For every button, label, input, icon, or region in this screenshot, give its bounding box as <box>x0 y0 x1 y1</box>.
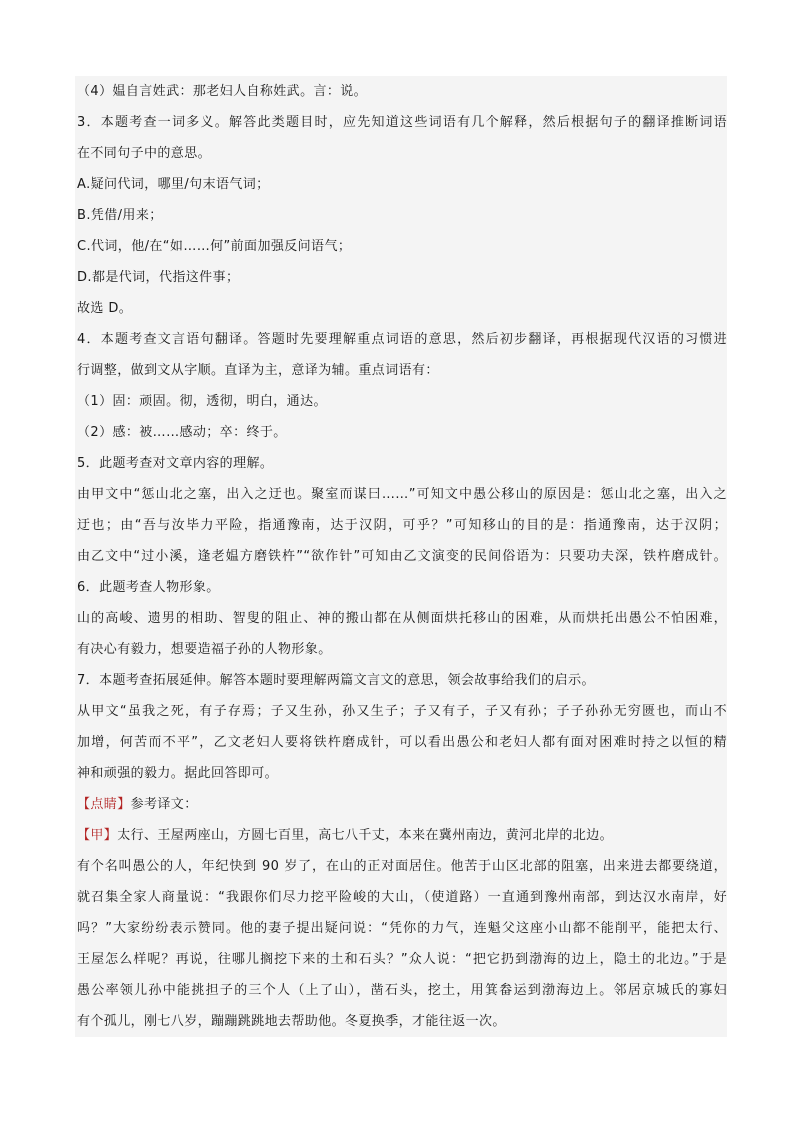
line-text: 5．此题考查对文章内容的理解。 <box>77 456 274 471</box>
text-line <box>75 355 727 386</box>
text-line <box>75 820 727 851</box>
text-line <box>75 727 727 758</box>
line-text: B.凭借/用来； <box>77 208 163 223</box>
line-text: 3．本题考查一词多义。解答此类题目时，应先知道这些词语有几个解释，然后根据句子的翻译推断词语 <box>77 115 727 130</box>
text-line <box>75 789 727 820</box>
line-text: 有个名叫愚公的人，年纪快到 90 岁了，在山的正对面居住。他苦于山区北部的阻塞，出来进去都要绕道， <box>77 859 727 874</box>
line-text: 在不同句子中的意思。 <box>77 146 212 161</box>
text-line <box>75 882 727 913</box>
text-line <box>75 572 727 603</box>
line-text: （1）固：顽固。彻，透彻，明白，通达。 <box>77 394 327 409</box>
section-tag: 【甲】 <box>77 828 118 843</box>
text-line <box>75 107 727 138</box>
line-text: 4．本题考查文言语句翻译。答题时先要理解重点词语的意思，然后初步翻译，再根据现代汉语的习惯进 <box>77 332 727 347</box>
text-line <box>75 758 727 789</box>
line-text: A.疑问代词，哪里/句末语气词； <box>77 177 270 192</box>
line-text: 加增，何苦而不平”，乙文老妇人要将铁杵磨成针，可以看出愚公和老妇人都有面对困难时持之以恒的精 <box>77 735 727 750</box>
line-text: 太行、王屋两座山，方圆七百里，高七八千丈，本来在冀州南边，黄河北岸的北边。 <box>117 828 614 843</box>
text-line <box>75 138 727 169</box>
text-line <box>75 541 727 572</box>
line-text: 有决心有毅力，想要造福子孙的人物形象。 <box>77 642 332 657</box>
line-text: 王屋怎么样呢？再说，往哪儿搁挖下来的土和石头？”众人说：“把它扔到渤海的边上，隐土的北边。”于是 <box>77 952 727 967</box>
text-line <box>75 851 727 882</box>
text-line <box>75 76 727 107</box>
line-text: 由乙文中“过小溪，逢老媪方磨铁杵”“欲作针”可知由乙文演变的民间俗语为：只要功夫深，铁杵磨成针。 <box>77 549 727 564</box>
text-line <box>75 944 727 975</box>
text-line <box>75 448 727 479</box>
text-line <box>75 1006 727 1037</box>
text-line <box>75 634 727 665</box>
line-text: C.代词，他/在“如……何”前面加强反问语气； <box>77 239 352 254</box>
line-text: 迂也；由“吾与汝毕力平险，指通豫南，达于汉阴，可乎？”可知移山的目的是：指通豫南，达于汉阴； <box>77 518 727 533</box>
document-body <box>75 76 727 1037</box>
line-text: 参考译文： <box>130 797 198 812</box>
line-text: 山的高峻、遗男的相助、智叟的阻止、神的搬山都在从侧面烘托移山的困难，从而烘托出愚公不怕困难， <box>77 611 727 626</box>
line-text: 从甲文“虽我之死，有子存焉；子又生孙，孙又生子；子又有子，子又有孙；子子孙孙无穷匮也，而山不 <box>77 704 727 719</box>
text-line <box>75 696 727 727</box>
text-line <box>75 386 727 417</box>
text-line <box>75 603 727 634</box>
text-line <box>75 417 727 448</box>
line-text: 愚公率领儿孙中能挑担子的三个人（上了山），凿石头，挖土，用箕畚运到渤海边上。邻居京城氏的寡妇 <box>77 983 727 998</box>
line-text: 行调整，做到文从字顺。直译为主，意译为辅。重点词语有： <box>77 363 439 378</box>
line-text: 吗？”大家纷纷表示赞同。他的妻子提出疑问说：“凭你的力气，连魁父这座小山都不能削平，能把太行、 <box>77 921 727 936</box>
line-text: 由甲文中“惩山北之塞，出入之迂也。聚室而谋曰……”可知文中愚公移山的原因是：惩山北之塞，出入之 <box>77 487 727 502</box>
text-line <box>75 293 727 324</box>
text-line <box>75 510 727 541</box>
line-text: 故选 D。 <box>77 301 133 316</box>
line-text: 7．本题考查拓展延伸。解答本题时要理解两篇文言文的意思，领会故事给我们的启示。 <box>77 673 595 688</box>
line-text: （4）媪自言姓武：那老妇人自称姓武。言：说。 <box>77 84 368 99</box>
text-line <box>75 169 727 200</box>
section-tag: 【点睛】 <box>77 797 131 812</box>
line-text: 就召集全家人商量说：“我跟你们尽力挖平险峻的大山，（使道路）一直通到豫州南部，到达汉水南岸，好 <box>77 890 727 905</box>
text-line <box>75 231 727 262</box>
text-line <box>75 200 727 231</box>
line-text: 有个孤儿，刚七八岁，蹦蹦跳跳地去帮助他。冬夏换季，才能往返一次。 <box>77 1014 506 1029</box>
text-line <box>75 975 727 1006</box>
text-line <box>75 262 727 293</box>
text-line <box>75 324 727 355</box>
text-line <box>75 913 727 944</box>
text-line <box>75 479 727 510</box>
line-text: 6．此题考查人物形象。 <box>77 580 220 595</box>
line-text: 神和顽强的毅力。据此回答即可。 <box>77 766 279 781</box>
line-text: （2）感：被……感动；卒：终于。 <box>77 425 287 440</box>
line-text: D.都是代词，代指这件事； <box>77 270 240 285</box>
text-line <box>75 665 727 696</box>
